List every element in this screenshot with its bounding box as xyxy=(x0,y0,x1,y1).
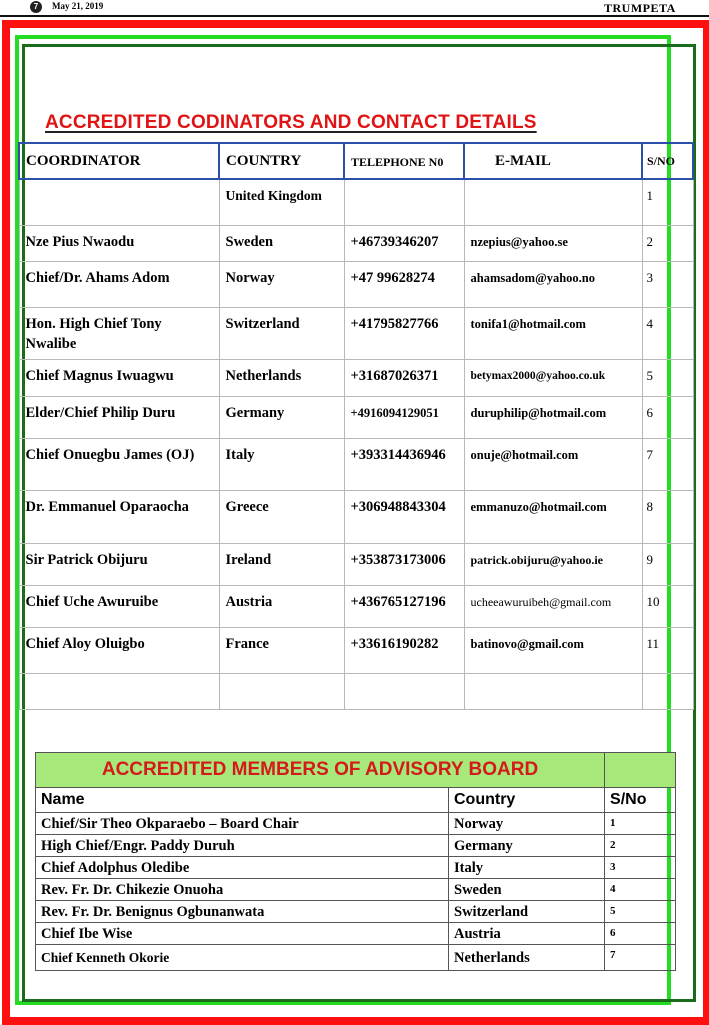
member-sno: 3 xyxy=(605,857,676,879)
coordinator-phone: +41795827766 xyxy=(344,307,464,359)
table-row xyxy=(36,945,676,971)
coordinator-email: onuje@hotmail.com xyxy=(464,438,642,490)
member-country: Switzerland xyxy=(449,901,605,923)
coordinator-sno: 4 xyxy=(642,307,693,359)
col-header-sno: S/No xyxy=(605,788,676,813)
member-name: Chief Kenneth Okorie xyxy=(36,945,449,971)
masthead-logo: TRUMPETA xyxy=(604,1,676,15)
member-country: Italy xyxy=(449,857,605,879)
coordinator-name: Hon. High Chief Tony Nwalibe xyxy=(19,307,219,359)
table-row xyxy=(19,438,693,490)
coordinator-sno: 7 xyxy=(642,438,693,490)
coordinators-table xyxy=(18,142,694,710)
table-row xyxy=(19,225,693,261)
coordinator-email: batinovo@gmail.com xyxy=(464,627,642,673)
col-header-telephone: TELEPHONE N0 xyxy=(344,143,464,179)
coordinator-email: tonifa1@hotmail.com xyxy=(464,307,642,359)
table-row xyxy=(36,813,676,835)
coordinator-country: Germany xyxy=(219,396,344,438)
header-rule xyxy=(0,15,709,17)
coordinator-email: betymax2000@yahoo.co.uk xyxy=(464,359,642,396)
advisory-board-table xyxy=(35,752,676,971)
coordinator-sno: 6 xyxy=(642,396,693,438)
table-row xyxy=(36,901,676,923)
coordinator-sno: 2 xyxy=(642,225,693,261)
coordinator-email: emmanuzo@hotmail.com xyxy=(464,490,642,543)
coordinator-phone: +353873173006 xyxy=(344,543,464,585)
col-header-country: Country xyxy=(449,788,605,813)
table-row xyxy=(19,673,693,709)
member-country: Germany xyxy=(449,835,605,857)
coordinator-phone xyxy=(344,673,464,709)
member-country: Austria xyxy=(449,923,605,945)
coordinators-title: ACCREDITED CODINATORS AND CONTACT DETAILS xyxy=(45,112,537,133)
coordinator-name xyxy=(19,179,219,225)
coordinator-sno: 11 xyxy=(642,627,693,673)
coordinator-name: Chief Magnus Iwuagwu xyxy=(19,359,219,396)
coordinator-country: Switzerland xyxy=(219,307,344,359)
table-row xyxy=(36,923,676,945)
coordinator-country: United Kingdom xyxy=(219,179,344,225)
member-country: Netherlands xyxy=(449,945,605,971)
coordinator-name: Dr. Emmanuel Oparaocha xyxy=(19,490,219,543)
coordinator-name: Elder/Chief Philip Duru xyxy=(19,396,219,438)
coordinator-phone: +306948843304 xyxy=(344,490,464,543)
coordinator-phone xyxy=(344,179,464,225)
coordinator-phone: +31687026371 xyxy=(344,359,464,396)
coordinator-country: Netherlands xyxy=(219,359,344,396)
coordinator-email: ahamsadom@yahoo.no xyxy=(464,261,642,307)
coordinator-country: Sweden xyxy=(219,225,344,261)
advisory-title: ACCREDITED MEMBERS OF ADVISORY BOARD xyxy=(36,753,605,788)
member-name: Rev. Fr. Dr. Chikezie Onuoha xyxy=(36,879,449,901)
coordinator-phone: +46739346207 xyxy=(344,225,464,261)
table-row xyxy=(19,261,693,307)
coordinator-phone: +436765127196 xyxy=(344,585,464,627)
coordinator-sno: 1 xyxy=(642,179,693,225)
coordinator-phone: +4916094129051 xyxy=(344,396,464,438)
table-row xyxy=(19,359,693,396)
page-header xyxy=(0,0,709,16)
coordinator-country: Greece xyxy=(219,490,344,543)
coordinator-country: Norway xyxy=(219,261,344,307)
col-header-name: Name xyxy=(36,788,449,813)
member-name: Chief Adolphus Oledibe xyxy=(36,857,449,879)
coordinator-email: nzepius@yahoo.se xyxy=(464,225,642,261)
table-row xyxy=(19,396,693,438)
coordinator-sno: 3 xyxy=(642,261,693,307)
coordinator-name xyxy=(19,673,219,709)
coordinators-header-row xyxy=(19,143,693,179)
table-row xyxy=(36,879,676,901)
table-row xyxy=(19,307,693,359)
coordinator-phone: +33616190282 xyxy=(344,627,464,673)
coordinator-name: Sir Patrick Obijuru xyxy=(19,543,219,585)
coordinator-name: Chief/Dr. Ahams Adom xyxy=(19,261,219,307)
coordinator-name: Chief Aloy Oluigbo xyxy=(19,627,219,673)
coordinator-sno xyxy=(642,673,693,709)
coordinator-country: Austria xyxy=(219,585,344,627)
coordinator-phone: +393314436946 xyxy=(344,438,464,490)
table-row xyxy=(19,179,693,225)
table-row xyxy=(19,585,693,627)
coordinator-email: duruphilip@hotmail.com xyxy=(464,396,642,438)
member-country: Sweden xyxy=(449,879,605,901)
member-sno: 7 xyxy=(605,945,676,971)
col-header-sno: S/NO xyxy=(642,143,693,179)
coordinator-sno: 10 xyxy=(642,585,693,627)
table-row xyxy=(19,627,693,673)
issue-date: May 21, 2019 xyxy=(52,1,104,11)
coordinator-email xyxy=(464,673,642,709)
table-row xyxy=(36,835,676,857)
col-header-country: COUNTRY xyxy=(219,143,344,179)
coordinator-country: Italy xyxy=(219,438,344,490)
table-row xyxy=(19,490,693,543)
advisory-title-row xyxy=(36,753,676,788)
coordinator-sno: 5 xyxy=(642,359,693,396)
member-sno: 1 xyxy=(605,813,676,835)
page-number-badge: 7 xyxy=(30,1,42,13)
member-sno: 2 xyxy=(605,835,676,857)
col-header-coordinator: COORDINATOR xyxy=(19,143,219,179)
member-sno: 4 xyxy=(605,879,676,901)
member-sno: 5 xyxy=(605,901,676,923)
coordinator-sno: 8 xyxy=(642,490,693,543)
member-sno: 6 xyxy=(605,923,676,945)
coordinator-name: Nze Pius Nwaodu xyxy=(19,225,219,261)
coordinator-country: France xyxy=(219,627,344,673)
advisory-header-row xyxy=(36,788,676,813)
coordinator-name: Chief Onuegbu James (OJ) xyxy=(19,438,219,490)
coordinator-email: patrick.obijuru@yahoo.ie xyxy=(464,543,642,585)
coordinator-country xyxy=(219,673,344,709)
coordinator-email xyxy=(464,179,642,225)
col-header-email: E-MAIL xyxy=(464,143,642,179)
coordinator-name: Chief Uche Awuruibe xyxy=(19,585,219,627)
coordinator-sno: 9 xyxy=(642,543,693,585)
member-name: Chief/Sir Theo Okparaebo – Board Chair xyxy=(36,813,449,835)
table-row xyxy=(36,857,676,879)
coordinator-email: ucheeawuruibeh@gmail.com xyxy=(464,585,642,627)
coordinator-phone: +47 99628274 xyxy=(344,261,464,307)
member-name: Rev. Fr. Dr. Benignus Ogbunanwata xyxy=(36,901,449,923)
coordinator-country: Ireland xyxy=(219,543,344,585)
member-name: High Chief/Engr. Paddy Duruh xyxy=(36,835,449,857)
member-country: Norway xyxy=(449,813,605,835)
member-name: Chief Ibe Wise xyxy=(36,923,449,945)
table-row xyxy=(19,543,693,585)
advisory-title-empty-cell xyxy=(605,753,676,788)
